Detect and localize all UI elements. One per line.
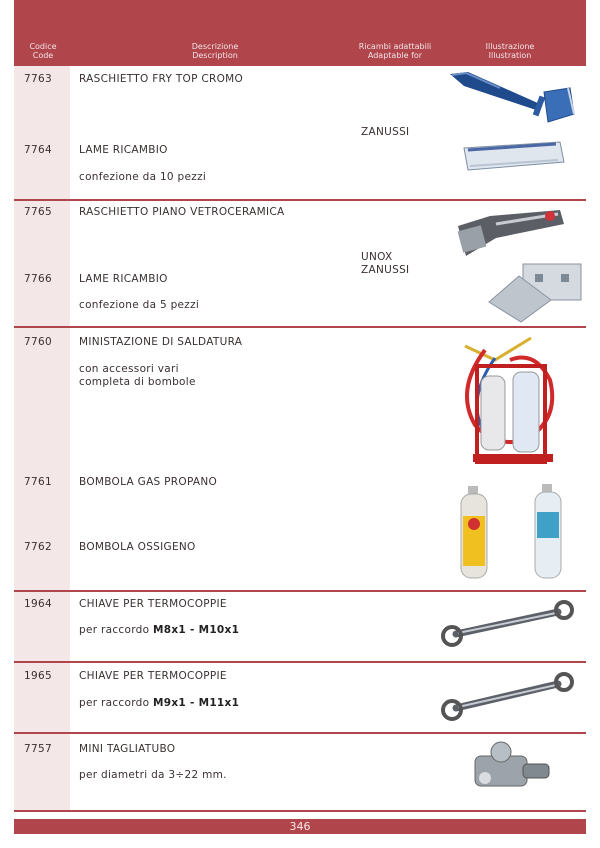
header-adaptable: Ricambi adattabili Adaptable for [358,42,432,60]
product-note: completa di bombole [79,376,196,388]
adaptable-brand: ZANUSSI [361,264,410,276]
row-separator [14,199,586,201]
thermocouple-wrench-image [438,672,580,722]
row-separator [14,590,586,592]
row-separator [14,326,586,328]
product-description: BOMBOLA OSSIGENO [79,541,196,553]
scraper-fry-top-image [440,66,590,138]
product-note: confezione da 10 pezzi [79,171,207,183]
thermocouple-wrench-image [438,600,580,648]
row-separator [14,810,586,812]
product-description: CHIAVE PER TERMOCOPPIE [79,598,227,610]
row-separator [14,732,586,734]
product-description: MINISTAZIONE DI SALDATURA [79,336,243,348]
product-code: 7762 [24,541,52,553]
page-number: 346 [14,819,586,834]
adaptable-brand: UNOX [361,251,393,263]
product-note: per raccordo M8x1 - M10x1 [79,624,240,636]
header-illustration: Illustrazione Illustration [485,42,535,60]
soldering-station-image [455,330,575,468]
adaptable-brand: ZANUSSI [361,126,410,138]
header-description: Descrizione Description [191,42,239,60]
product-description: RASCHIETTO FRY TOP CROMO [79,73,244,85]
header-code: Codice Code [29,42,57,60]
product-code: 7757 [24,743,52,755]
product-code: 1965 [24,670,52,682]
product-note: con accessori vari [79,363,179,375]
replacement-blades-image [485,262,585,324]
product-note: per diametri da 3÷22 mm. [79,769,227,781]
product-code: 7760 [24,336,52,348]
product-code: 7763 [24,73,52,85]
product-code: 7764 [24,144,52,156]
row-separator [14,661,586,663]
product-code: 7761 [24,476,52,488]
product-description: LAME RICAMBIO [79,144,168,156]
product-description: MINI TAGLIATUBO [79,743,176,755]
code-column-bg [14,201,70,326]
propane-cylinder-image [455,486,495,580]
replacement-blades-image [460,138,580,178]
product-code: 7765 [24,206,52,218]
product-note: confezione da 5 pezzi [79,299,200,311]
product-description: BOMBOLA GAS PROPANO [79,476,218,488]
oxygen-cylinder-image [530,484,566,580]
product-code: 7766 [24,273,52,285]
ceramic-scraper-image [450,204,570,264]
product-code: 1964 [24,598,52,610]
mini-pipe-cutter-image [465,738,555,800]
product-description: LAME RICAMBIO [79,273,168,285]
product-description: RASCHIETTO PIANO VETROCERAMICA [79,206,285,218]
code-column-bg [14,66,70,199]
product-note: per raccordo M9x1 - M11x1 [79,697,240,709]
product-description: CHIAVE PER TERMOCOPPIE [79,670,227,682]
